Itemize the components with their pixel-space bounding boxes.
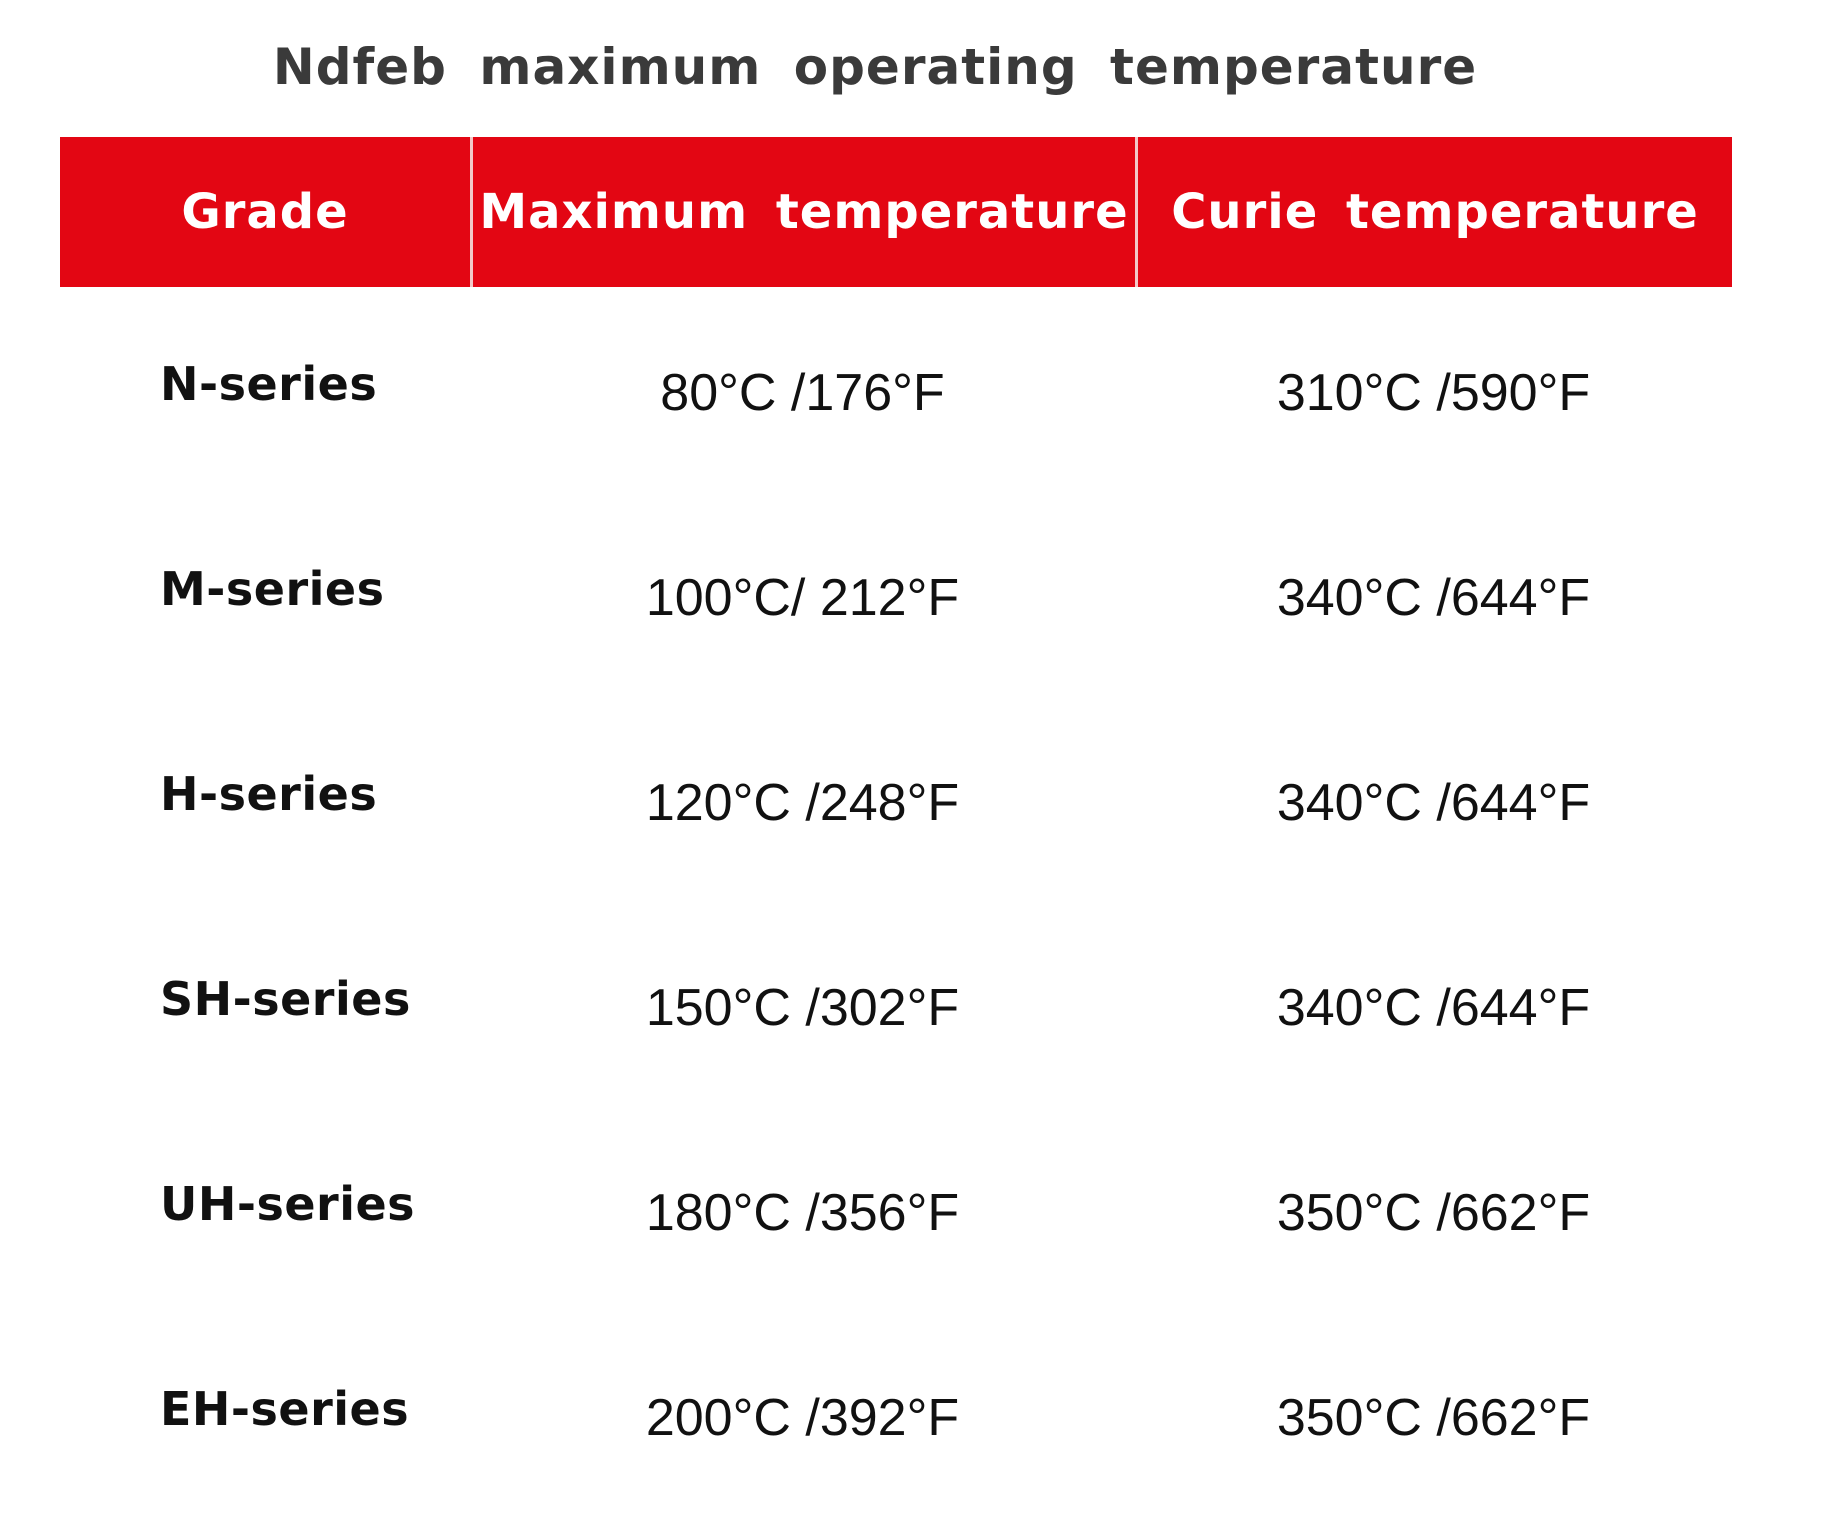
table-header [60, 137, 1732, 287]
table-row [60, 1107, 1732, 1312]
table-row [60, 1312, 1732, 1517]
max-temperature-cell: 80°C /176°F [660, 364, 945, 422]
grade-cell: SH-series [160, 972, 411, 1026]
page-title: Ndfeb maximum operating temperature [272, 38, 1478, 96]
grade-cell: EH-series [160, 1382, 410, 1436]
curie-temperature-cell: 350°C /662°F [1276, 1389, 1591, 1447]
table-body [60, 287, 1732, 1517]
curie-temperature-cell: 310°C /590°F [1276, 364, 1591, 422]
max-temperature-cell: 120°C /248°F [645, 774, 960, 832]
header-curie-temperature: Curie temperature [1135, 137, 1732, 287]
max-temperature-cell: 180°C /356°F [645, 1184, 960, 1242]
max-temperature-cell: 100°C/ 212°F [645, 569, 960, 627]
grade-cell: N-series [160, 357, 378, 411]
max-temperature-cell: 150°C /302°F [645, 979, 960, 1037]
curie-temperature-cell: 340°C /644°F [1276, 569, 1591, 627]
grade-cell: H-series [160, 767, 378, 821]
grade-cell: M-series [160, 562, 385, 616]
table-row [60, 492, 1732, 697]
table-row [60, 697, 1732, 902]
curie-temperature-cell: 340°C /644°F [1276, 979, 1591, 1037]
table-row [60, 287, 1732, 492]
grade-cell: UH-series [160, 1177, 416, 1231]
curie-temperature-cell: 350°C /662°F [1276, 1184, 1591, 1242]
max-temperature-cell: 200°C /392°F [645, 1389, 960, 1447]
header-max-temperature: Maximum temperature [470, 137, 1135, 287]
curie-temperature-cell: 340°C /644°F [1276, 774, 1591, 832]
header-grade: Grade [60, 137, 470, 287]
table-row [60, 902, 1732, 1107]
